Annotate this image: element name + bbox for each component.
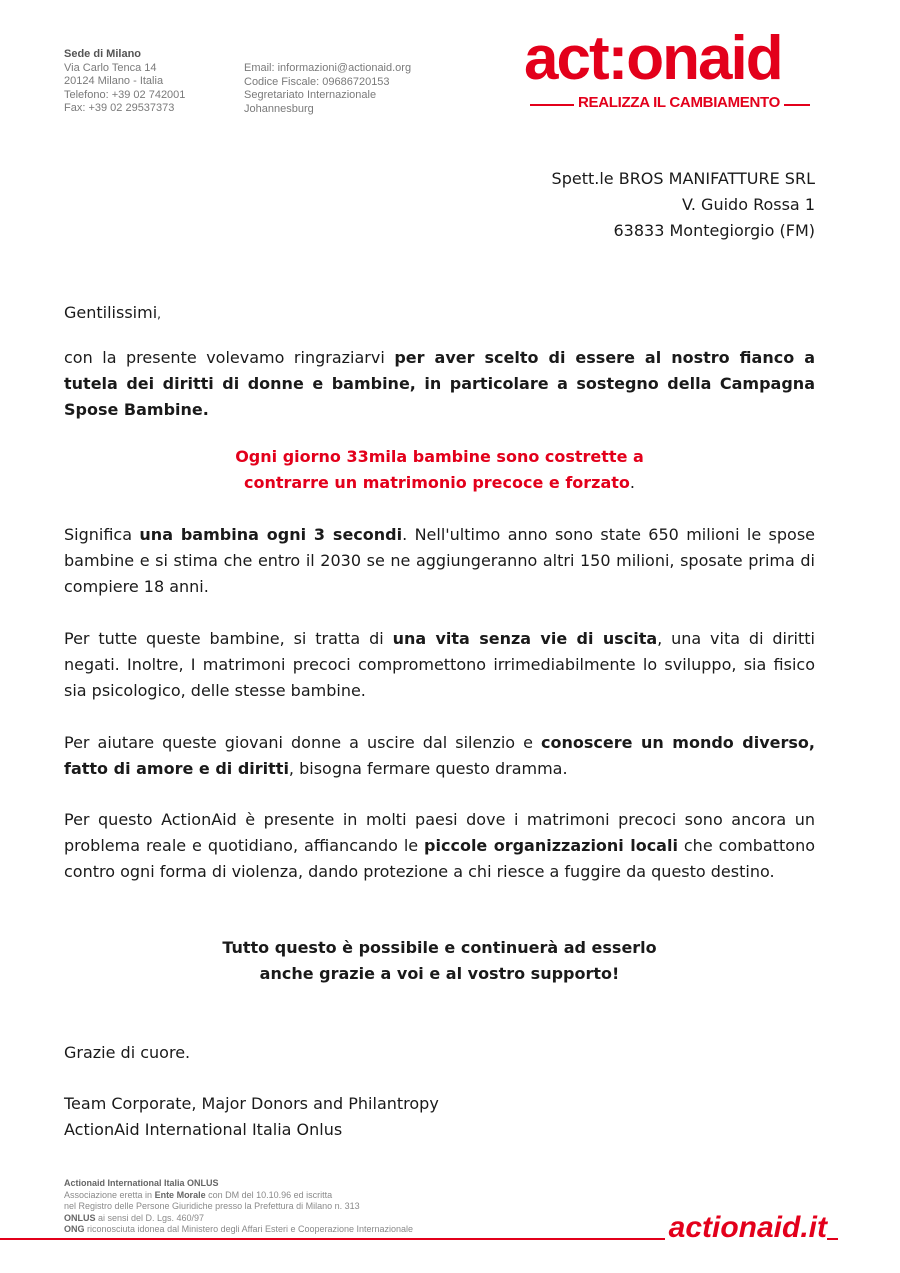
office-fax: Fax: +39 02 29537373 [64, 102, 175, 114]
recipient-address [552, 166, 815, 244]
office-street: Via Carlo Tenca 14 [64, 61, 157, 74]
stats-text-end: . Nell'ultimo anno sono state 650 milioni le spose bambine e si stima che entro il 2030 se ne aggiungeranno altri 150 milioni, sposate prima di compiere 18 anni. [64, 525, 816, 596]
office-email: Email: informazioni@actionaid.org [244, 62, 412, 74]
signature-team: Team Corporate, Major Donors and Philantropy [64, 1094, 439, 1113]
closing-line-2: anche grazie a voi e al vostro supporto! [259, 964, 620, 983]
recipient-street: V. Guido Rossa 1 [682, 195, 815, 214]
highlight-line-1: Ogni giorno 33mila bambine sono costrette a [235, 447, 644, 466]
presence-text-end: che combattono contro ogni forma di violenza, dando protezione a chi riesce a fuggire da questo destino. [64, 836, 816, 881]
footer-line-4-b: riconosciuta idonea dal Ministero degli Affari Esteri e Cooperazione Internazionale [84, 1224, 414, 1234]
footer-line-1-c: con DM del 10.10.96 ed iscritta [205, 1189, 333, 1200]
footer-line-4-bold: ONG [64, 1224, 85, 1234]
footer-line-1-bold: Ente Morale [154, 1189, 206, 1200]
office-title: Sede di Milano [64, 48, 142, 60]
help-text-start: Per aiutare queste giovani donne a uscire dal silenzio e [64, 733, 541, 752]
footer-line-1-a: Associazione eretta in [64, 1189, 155, 1200]
footer-line-3-bold: ONLUS [64, 1212, 96, 1223]
life-text-end: , una vita di diritti negati. Inoltre, I matrimoni precoci compromettono irrimediabilmente lo sviluppo, sia fisico sia psicologico, delle stesse bambine. [64, 629, 815, 700]
footer-line-4 [64, 1224, 413, 1236]
highlight-line-2: contrarre un matrimonio precoce e forzato [243, 473, 630, 492]
legal-footer [64, 1178, 413, 1236]
help-paragraph [64, 730, 815, 782]
life-text-start: Per tutte queste bambine, si tratta di [64, 629, 393, 648]
greeting-comma: , [157, 307, 161, 321]
life-bold: una vita senza vie di uscita [392, 629, 658, 648]
signature-block [64, 1091, 815, 1143]
office-tax-code: Codice Fiscale: 09686720153 [244, 75, 390, 88]
actionaid-logo [524, 24, 864, 118]
office-secretariat-city: Johannesburg [244, 102, 314, 115]
life-paragraph [64, 626, 815, 704]
stats-paragraph [64, 522, 815, 600]
stats-bold: una bambina ogni 3 secondi [139, 525, 403, 544]
help-text-end: , bisogna fermare questo dramma. [288, 759, 568, 778]
recipient-city: 63833 Montegiorgio (FM) [613, 221, 815, 240]
highlight-statement [64, 444, 815, 496]
office-address-block [64, 48, 185, 116]
highlight-period: . [629, 473, 636, 492]
footer-org-name: Actionaid International Italia ONLUS [64, 1178, 219, 1188]
greeting-text: Gentilissimi [64, 303, 158, 322]
office-phone: Telefono: +39 02 742001 [64, 88, 186, 101]
intro-bold: per aver scelto di essere al nostro fianco a tutela dei diritti di donne e bambine, in particolare a sostegno della Campagna Spose Bambine. [64, 348, 816, 419]
signature-org: ActionAid International Italia Onlus [64, 1120, 343, 1139]
help-bold: conoscere un mondo diverso, fatto di amore e di diritti [64, 733, 816, 778]
presence-text-start: Per questo ActionAid è presente in molti paesi dove i matrimoni precoci sono ancora un problema reale e quotidiano, affiancando le [64, 810, 815, 855]
presence-paragraph [64, 807, 815, 885]
closing-line-1: Tutto questo è possibile e continuerà ad esserlo [222, 938, 657, 957]
intro-text: con la presente volevamo ringraziarvi [64, 348, 395, 367]
footer-line-3 [64, 1213, 413, 1225]
recipient-name: Spett.le BROS MANIFATTURE SRL [551, 169, 815, 188]
logo-wordmark: act:onaid [524, 24, 782, 93]
presence-bold: piccole organizzazioni locali [424, 836, 678, 855]
stats-text-start: Significa [64, 525, 140, 544]
footer-line-1 [64, 1190, 413, 1202]
office-contact-block [244, 62, 411, 116]
thanks-line: Grazie di cuore. [64, 1043, 191, 1062]
intro-paragraph [64, 345, 815, 423]
footer-line-2: nel Registro delle Persone Giuridiche presso la Prefettura di Milano n. 313 [64, 1201, 360, 1211]
footer-line-3-b: ai sensi del D. Lgs. 460/97 [95, 1212, 205, 1223]
office-secretariat: Segretariato Internazionale [244, 89, 377, 101]
closing-statement [64, 935, 815, 987]
logo-tagline: REALIZZA IL CAMBIAMENTO [574, 94, 784, 111]
greeting [64, 300, 815, 327]
footer-website-logo: actionaid.it [665, 1212, 827, 1244]
office-city: 20124 Milano - Italia [64, 75, 164, 87]
